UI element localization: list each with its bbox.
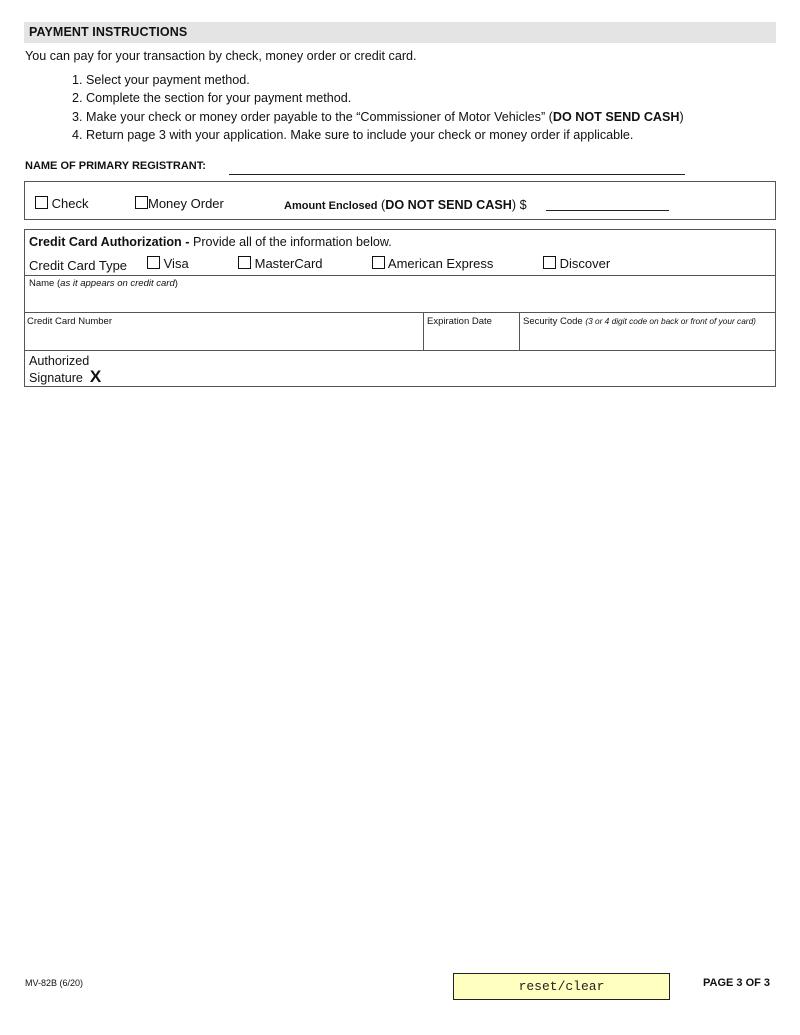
- money-order-label: Money Order: [148, 196, 224, 211]
- cc-divider-v2: [519, 312, 520, 350]
- reset-clear-button[interactable]: reset/clear: [453, 973, 670, 1000]
- cc-auth-bold: Credit Card Authorization -: [29, 235, 190, 249]
- amount-underline: [546, 210, 669, 211]
- registrant-label: NAME OF PRIMARY REGISTRANT:: [25, 160, 206, 172]
- cc-name-text: Name (: [29, 278, 61, 289]
- discover-label: Discover: [559, 256, 611, 271]
- intro-text: You can pay for your transaction by check, money order or credit card.: [25, 49, 417, 63]
- mastercard-checkbox[interactable]: [238, 256, 251, 269]
- step-3-text: 3. Make your check or money order payable to the “Commissioner of Motor Vehicles” (: [72, 109, 553, 124]
- expiration-label: Expiration Date: [427, 316, 492, 327]
- signature-label-line1: Authorized: [29, 354, 90, 368]
- visa-option[interactable]: [147, 256, 189, 271]
- amount-enclosed-label: [284, 198, 527, 212]
- signature-input[interactable]: [125, 362, 769, 384]
- cc-divider-3: [25, 350, 775, 351]
- cc-type-label: Credit Card Type: [29, 258, 128, 273]
- money-order-option[interactable]: [135, 196, 224, 211]
- cc-divider-2: [25, 312, 775, 313]
- registrant-underline: [229, 174, 685, 175]
- visa-checkbox[interactable]: [147, 256, 160, 269]
- credit-card-box: [24, 229, 776, 387]
- signature-label-text: Signature: [29, 371, 83, 385]
- check-label: Check: [51, 196, 89, 211]
- step-3-close: ): [679, 109, 684, 124]
- page-number: PAGE 3 OF 3: [703, 977, 771, 989]
- registrant-name-input[interactable]: [229, 158, 689, 174]
- security-code-text: Security Code: [523, 316, 586, 327]
- amex-checkbox[interactable]: [372, 256, 385, 269]
- security-code-note: (3 or 4 digit code on back or front of your card): [585, 316, 756, 326]
- expiration-input[interactable]: [427, 330, 519, 350]
- form-code: MV-82B (6/20): [25, 978, 84, 988]
- discover-checkbox[interactable]: [543, 256, 556, 269]
- step-1: 1. Select your payment method.: [72, 73, 250, 87]
- signature-x-mark: X: [89, 367, 102, 386]
- cc-auth-heading: [29, 235, 392, 249]
- amount-label-text: Amount Enclosed: [284, 200, 378, 212]
- money-order-checkbox[interactable]: [135, 196, 148, 209]
- cc-divider-1: [25, 275, 775, 276]
- mastercard-option[interactable]: [238, 256, 323, 271]
- visa-label: Visa: [163, 256, 189, 271]
- cc-number-input[interactable]: [29, 330, 423, 350]
- amount-input[interactable]: [546, 196, 673, 210]
- amount-warning: DO NOT SEND CASH: [385, 198, 512, 212]
- steps-list: [72, 71, 684, 144]
- security-code-input[interactable]: [523, 330, 775, 350]
- cc-name-italic: as it appears on credit card: [60, 278, 175, 289]
- cc-name-label: [29, 278, 178, 289]
- signature-label: [29, 354, 101, 386]
- check-option[interactable]: [35, 196, 88, 211]
- cc-divider-v1: [423, 312, 424, 350]
- step-4: 4. Return page 3 with your application. Make sure to include your check or money order if applicable.: [72, 127, 634, 142]
- amex-option[interactable]: [372, 256, 493, 271]
- step-2: 2. Complete the section for your payment method.: [72, 91, 352, 106]
- step-3: [72, 108, 684, 126]
- payment-method-box: [24, 181, 776, 220]
- security-code-label: [523, 316, 756, 327]
- mastercard-label: MasterCard: [254, 256, 323, 271]
- signature-label-line2: [29, 369, 101, 386]
- section-header: [24, 22, 776, 43]
- cc-number-label: Credit Card Number: [27, 316, 112, 327]
- amex-label: American Express: [387, 256, 494, 271]
- cc-auth-text: Provide all of the information below.: [189, 235, 392, 249]
- check-checkbox[interactable]: [35, 196, 48, 209]
- cc-name-input[interactable]: [29, 292, 773, 312]
- amount-open: (: [377, 198, 386, 212]
- step-3-bold: DO NOT SEND CASH: [552, 109, 680, 124]
- cc-name-close: ): [174, 278, 178, 289]
- section-title: PAYMENT INSTRUCTIONS: [29, 25, 188, 39]
- discover-option[interactable]: [543, 256, 610, 271]
- amount-close: ) $: [511, 198, 527, 212]
